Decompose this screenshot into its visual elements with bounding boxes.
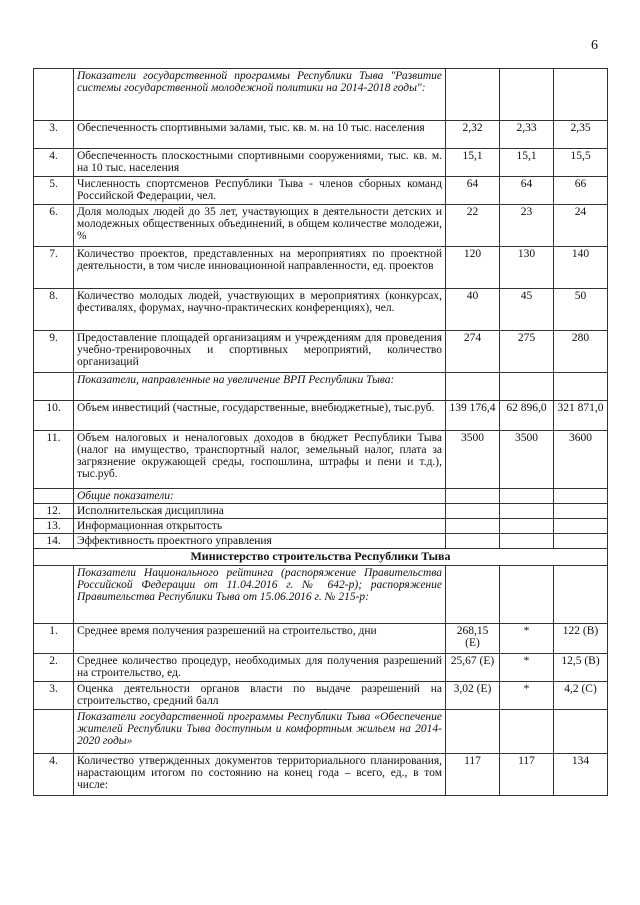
value-1 <box>446 534 500 549</box>
value-3: 50 <box>554 289 608 331</box>
group-header-row <box>34 489 608 504</box>
table-row <box>34 289 608 331</box>
row-number: 3. <box>34 121 74 149</box>
value-2: 45 <box>500 289 554 331</box>
value-3 <box>554 519 608 534</box>
row-number: 13. <box>34 519 74 534</box>
value-3: 134 <box>554 754 608 796</box>
value-cell <box>446 69 500 121</box>
indicator-name: Предоставление площадей организациям и учреждениям для проведения учебно-тренировочных и спортивных мероприятий, количество организаций <box>74 331 446 373</box>
value-2: 117 <box>500 754 554 796</box>
value-2: * <box>500 624 554 654</box>
value-3: 280 <box>554 331 608 373</box>
value-3: 3600 <box>554 431 608 489</box>
table-row <box>34 331 608 373</box>
value-1: 40 <box>446 289 500 331</box>
row-number: 11. <box>34 431 74 489</box>
table-row <box>34 519 608 534</box>
row-number-cell <box>34 69 74 121</box>
value-2: 130 <box>500 247 554 289</box>
value-cell <box>500 373 554 401</box>
value-1: 2,32 <box>446 121 500 149</box>
row-number: 14. <box>34 534 74 549</box>
value-2: * <box>500 682 554 710</box>
value-3 <box>554 504 608 519</box>
value-cell <box>446 489 500 504</box>
value-2 <box>500 504 554 519</box>
group-header-text: Показатели, направленные на увеличение ВРП Республики Тыва: <box>74 373 446 401</box>
value-cell <box>554 710 608 754</box>
value-cell <box>500 566 554 624</box>
value-1: 268,15 (Е) <box>446 624 500 654</box>
indicator-name: Информационная открытость <box>74 519 446 534</box>
value-1: 3,02 (Е) <box>446 682 500 710</box>
value-2: * <box>500 654 554 682</box>
row-number-cell <box>34 710 74 754</box>
value-2: 275 <box>500 331 554 373</box>
group-header-row <box>34 566 608 624</box>
value-3: 122 (В) <box>554 624 608 654</box>
value-cell <box>500 710 554 754</box>
indicator-name: Доля молодых людей до 35 лет, участвующих в деятельности детских и молодежных общественных объединений, в общем количестве молодежи, % <box>74 205 446 247</box>
row-number: 9. <box>34 331 74 373</box>
table-row <box>34 654 608 682</box>
value-3: 24 <box>554 205 608 247</box>
row-number: 4. <box>34 149 74 177</box>
group-header-text: Показатели государственной программы Республики Тыва «Обеспечение жителей Республики Тыва доступным и комфортным жильем на 2014-2020 годы» <box>74 710 446 754</box>
page-number: 6 <box>591 38 598 53</box>
row-number: 5. <box>34 177 74 205</box>
table-row <box>34 754 608 796</box>
value-cell <box>500 69 554 121</box>
value-2 <box>500 519 554 534</box>
value-1: 15,1 <box>446 149 500 177</box>
table-row <box>34 247 608 289</box>
table-row <box>34 205 608 247</box>
table-row <box>34 682 608 710</box>
section-row <box>34 549 608 566</box>
indicator-name: Обеспеченность спортивными залами, тыс. кв. м. на 10 тыс. населения <box>74 121 446 149</box>
row-number: 3. <box>34 682 74 710</box>
indicators-table <box>33 68 608 796</box>
table-row <box>34 401 608 431</box>
row-number: 7. <box>34 247 74 289</box>
value-1: 274 <box>446 331 500 373</box>
row-number-cell <box>34 566 74 624</box>
value-cell <box>554 373 608 401</box>
row-number: 8. <box>34 289 74 331</box>
value-2 <box>500 534 554 549</box>
row-number-cell <box>34 489 74 504</box>
indicator-name: Среднее количество процедур, необходимых для получения разрешений на строительство, ед. <box>74 654 446 682</box>
value-3: 140 <box>554 247 608 289</box>
value-3: 2,35 <box>554 121 608 149</box>
section-title: Министерство строительства Республики Тыва <box>34 549 608 566</box>
table-row <box>34 624 608 654</box>
row-number-cell <box>34 373 74 401</box>
indicator-name: Количество утвержденных документов территориального планирования, нарастающим итогом по состоянию на конец года – всего, ед., в том числе: <box>74 754 446 796</box>
row-number: 4. <box>34 754 74 796</box>
value-1: 25,67 (Е) <box>446 654 500 682</box>
value-1: 139 176,4 <box>446 401 500 431</box>
row-number: 1. <box>34 624 74 654</box>
table-row <box>34 149 608 177</box>
value-cell <box>446 566 500 624</box>
value-2: 64 <box>500 177 554 205</box>
value-cell <box>554 566 608 624</box>
value-3: 12,5 (В) <box>554 654 608 682</box>
row-number: 2. <box>34 654 74 682</box>
group-header-text: Общие показатели: <box>74 489 446 504</box>
value-1: 64 <box>446 177 500 205</box>
group-header-row <box>34 69 608 121</box>
indicator-name: Количество проектов, представленных на мероприятиях по проектной деятельности, в том числе инновационной направленности, ед. проектов <box>74 247 446 289</box>
group-header-row <box>34 373 608 401</box>
value-2: 15,1 <box>500 149 554 177</box>
indicator-name: Численность спортсменов Республики Тыва - членов сборных команд Российской Федерации, чел. <box>74 177 446 205</box>
value-1: 120 <box>446 247 500 289</box>
value-3: 4,2 (С) <box>554 682 608 710</box>
value-3: 15,5 <box>554 149 608 177</box>
table-row <box>34 504 608 519</box>
value-3: 321 871,0 <box>554 401 608 431</box>
value-cell <box>554 489 608 504</box>
value-2: 2,33 <box>500 121 554 149</box>
value-3 <box>554 534 608 549</box>
value-cell <box>446 710 500 754</box>
group-header-text: Показатели государственной программы Республики Тыва "Развитие системы государственной молодежной политики на 2014-2018 годы": <box>74 69 446 121</box>
row-number: 12. <box>34 504 74 519</box>
table-row <box>34 534 608 549</box>
value-2: 23 <box>500 205 554 247</box>
value-cell <box>554 69 608 121</box>
value-3: 66 <box>554 177 608 205</box>
indicator-name: Обеспеченность плоскостными спортивными сооружениями, тыс. кв. м. на 10 тыс. населения <box>74 149 446 177</box>
indicator-name: Исполнительская дисциплина <box>74 504 446 519</box>
value-1 <box>446 504 500 519</box>
table-row <box>34 431 608 489</box>
indicator-name: Объем инвестиций (частные, государственные, внебюджетные), тыс.руб. <box>74 401 446 431</box>
value-1: 22 <box>446 205 500 247</box>
indicator-name: Оценка деятельности органов власти по выдаче разрешений на строительство, средний балл <box>74 682 446 710</box>
value-cell <box>500 489 554 504</box>
table-row <box>34 121 608 149</box>
value-cell <box>446 373 500 401</box>
row-number: 10. <box>34 401 74 431</box>
group-header-row <box>34 710 608 754</box>
value-2: 62 896,0 <box>500 401 554 431</box>
table-row <box>34 177 608 205</box>
indicator-name: Объем налоговых и неналоговых доходов в бюджет Республики Тыва (налог на имущество, транспортный налог, земельный налог, плата за загрязнение окружающей среды, госпошлина, штрафы и пени и т.д.), тыс.руб. <box>74 431 446 489</box>
value-1: 117 <box>446 754 500 796</box>
row-number: 6. <box>34 205 74 247</box>
value-2: 3500 <box>500 431 554 489</box>
indicator-name: Количество молодых людей, участвующих в мероприятиях (конкурсах, фестивалях, форумах, научно-практических конференциях), чел. <box>74 289 446 331</box>
value-1: 3500 <box>446 431 500 489</box>
indicator-name: Эффективность проектного управления <box>74 534 446 549</box>
value-1 <box>446 519 500 534</box>
indicator-name: Среднее время получения разрешений на строительство, дни <box>74 624 446 654</box>
group-header-text: Показатели Национального рейтинга (распоряжение Правительства Российской Федерации от 11.04.2016 г. № 642-р); распоряжение Правительства Республики Тыва от 15.06.2016 г. № 215-р: <box>74 566 446 624</box>
